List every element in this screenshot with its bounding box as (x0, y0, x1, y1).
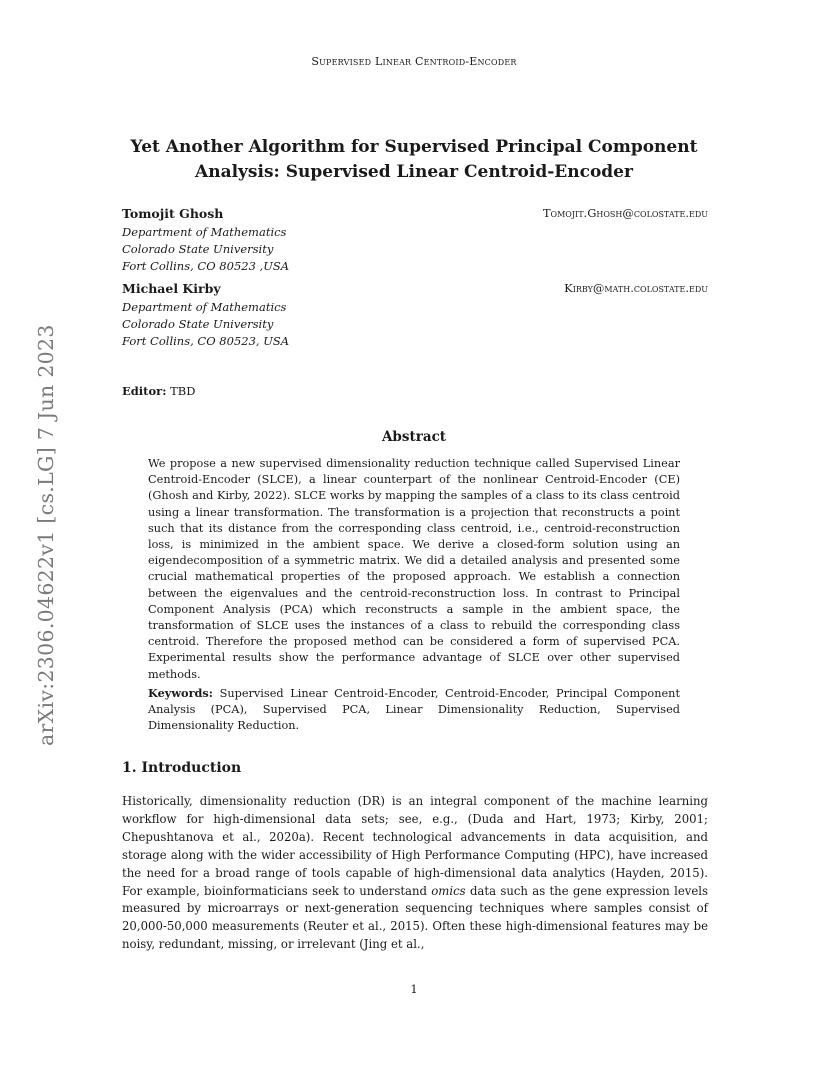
page-number: 1 (410, 982, 418, 996)
introduction-paragraph (122, 793, 708, 954)
intro-emphasis: omics (431, 883, 466, 898)
author-name: Michael Kirby (122, 281, 221, 296)
author-block-1 (122, 206, 708, 275)
abstract-heading: Abstract (381, 429, 447, 445)
author-name: Tomojit Ghosh (122, 206, 224, 221)
keywords (148, 685, 680, 735)
author-email: Kirby@math.colostate.edu (564, 281, 708, 295)
intro-text-part-2: data such as the gene expression levels measured by microarrays or next-generation sequencing techniques where samples consist of 20,000-50,000 measurements (Reuter et al., 2015). Often these high-dimensional features may be noisy, redundant, missing, or irrelevant (Jing et al., (122, 883, 708, 952)
affiliation-line: Department of Mathematics (122, 225, 287, 239)
arxiv-identifier: arXiv:2306.04622v1 [cs.LG] 7 Jun 2023 (34, 324, 58, 746)
arxiv-stamp (0, 0, 58, 1072)
affiliation-line: Fort Collins, CO 80523 ,USA (122, 259, 290, 273)
author-email: Tomojit.Ghosh@colostate.edu (542, 206, 708, 220)
keywords-text: Supervised Linear Centroid-Encoder, Centroid-Encoder, Principal Component Analysis (PCA), Supervised PCA, Linear Dimensionality Reduction, Supervised Dimensionality Reduction. (148, 687, 680, 733)
affiliation-line: Colorado State University (122, 242, 274, 256)
paper-title: Yet Another Algorithm for Supervised Principal Component Analysis: Supervised Linear Centroid-Encoder (130, 137, 698, 182)
abstract-text: We propose a new supervised dimensionality reduction technique called Supervised Linear Centroid-Encoder (SLCE), a linear counterpart of the nonlinear Centroid-Encoder (CE) (Ghosh and Kirby, 2022). SLCE works by mapping the samples of a class to its class centroid using a linear transformation. The transformation is a projection that reconstructs a point such that its distance from the corresponding class centroid, i.e., centroid-reconstruction loss, is minimized in the ambient space. We derive a closed-form solution using an eigendecomposition of a symmetric matrix. We did a detailed analysis and presented some crucial mathematical properties of the proposed approach. We establish a connection between the eigenvalues and the centroid-reconstruction loss. In contrast to Principal Component Analysis (PCA) which reconstructs a sample in the ambient space, the transformation of SLCE uses the instances of a class to rebuild the corresponding class centroid. Therefore the proposed method can be considered a form of supervised PCA. Experimental results show the performance advantage of SLCE over other supervised methods. (148, 457, 680, 681)
intro-text-part-1: Historically, dimensionality reduction (DR) is an integral component of the machine learning workflow for high-dimensional data sets; see, e.g., (Duda and Hart, 1973; Kirby, 2001; Chepushtanova et al., 2020a). Recent technological advancements in data acquisition, and storage along with the wider accessibility of High Performance Computing (HPC), have increased the need for a broad range of tools capable of high-dimensional data analytics (Hayden, 2015). For example, bioinformaticians seek to understand (122, 794, 708, 898)
editor-line (122, 384, 195, 398)
affiliation-line: Colorado State University (122, 317, 274, 331)
editor-label: Editor: (122, 384, 167, 398)
running-head: Supervised Linear Centroid-Encoder (311, 55, 517, 68)
keywords-label: Keywords: (148, 686, 213, 700)
editor-value: TBD (170, 384, 196, 398)
affiliation-line: Department of Mathematics (122, 300, 287, 314)
affiliation-line: Fort Collins, CO 80523, USA (122, 334, 290, 348)
author-block-2 (122, 281, 708, 350)
section-heading-introduction: 1. Introduction (122, 760, 242, 776)
